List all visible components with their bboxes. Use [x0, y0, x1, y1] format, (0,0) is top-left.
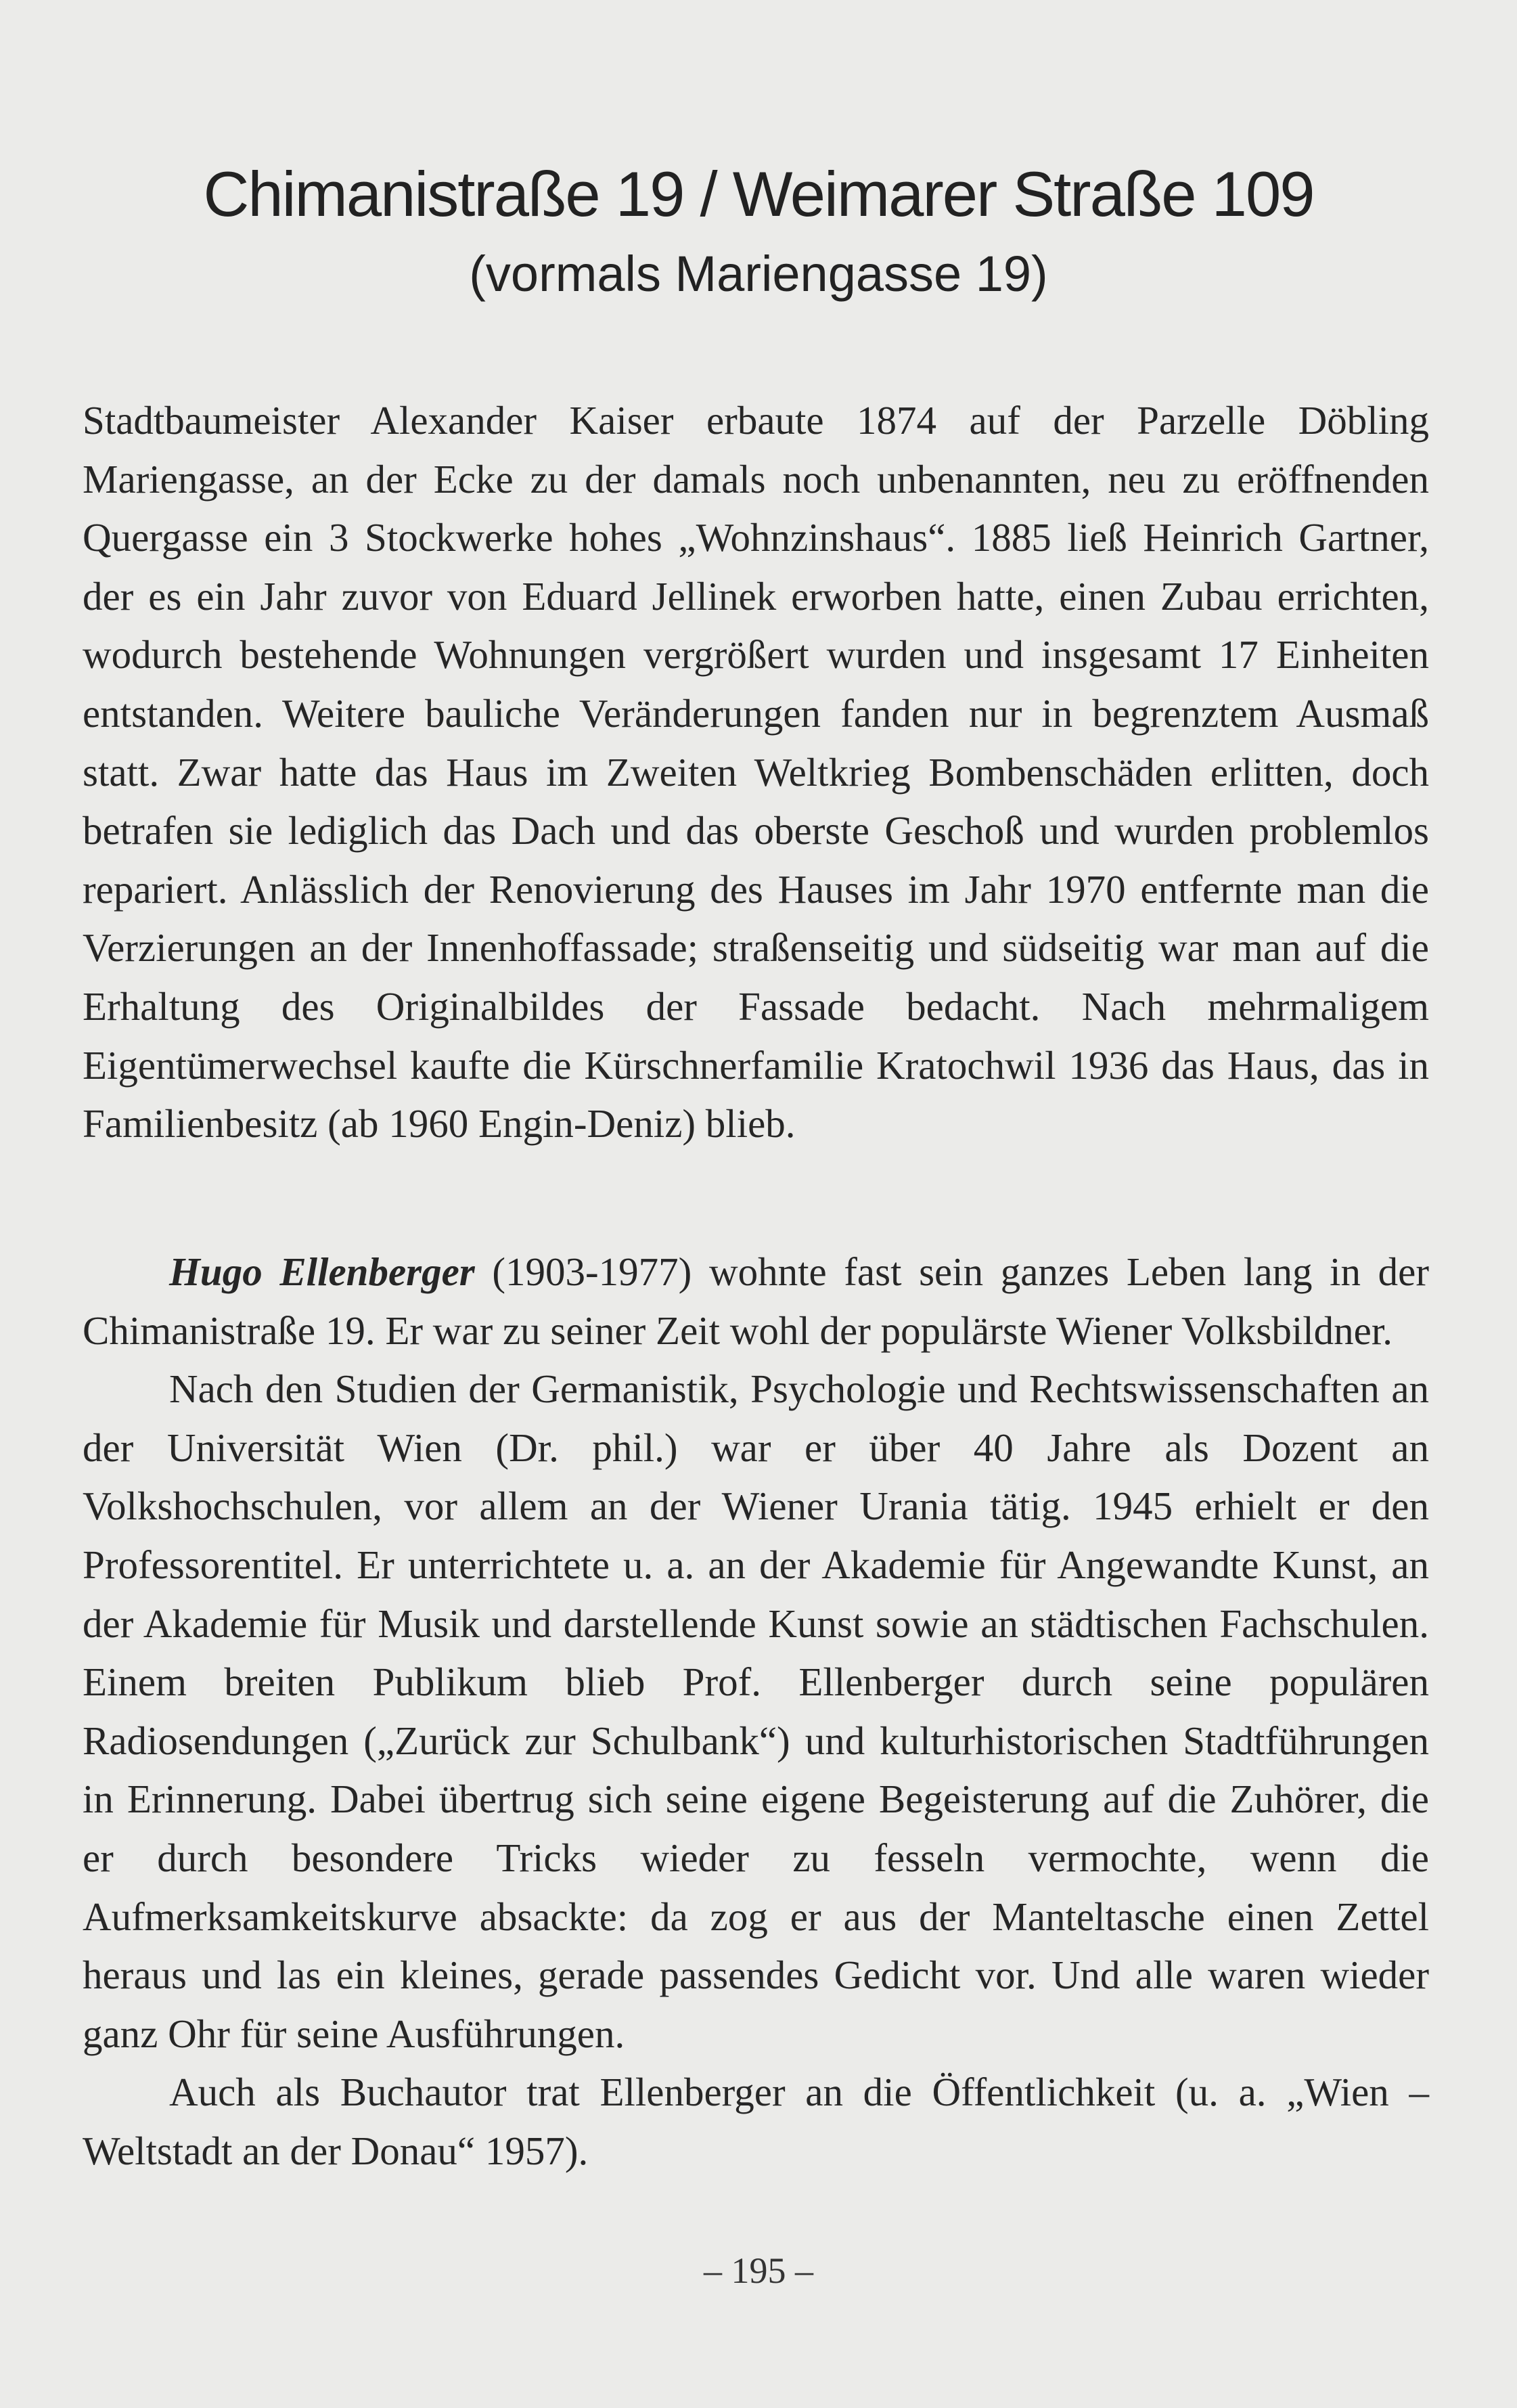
- page-number: – 195 –: [704, 2250, 813, 2291]
- history-section: [83, 391, 1429, 1153]
- resident-section: [83, 1243, 1429, 2181]
- author-paragraph: Auch als Buchautor trat Ellenberger an die Öffentlichkeit (u. a. „Wien – Weltstadt an der Donau“ 1957).: [83, 2070, 1429, 2173]
- resident-paragraph: [83, 1243, 1429, 1360]
- page-subtitle: (vormals Mariengasse 19): [469, 246, 1048, 302]
- career-paragraph: Nach den Studien der Germanistik, Psychologie und Rechtswissenschaften an der Universität Wien (Dr. phil.) war er über 40 Jahre als Dozent an Volkshochschulen, vor allem an der Wiener Urania tätig. 1945 erhielt er den Professorentitel. Er unterrichtete u. a. an der Akademie für Angewandte Kunst, an der Akademie für Musik und darstellende Kunst sowie an städtischen Fachschulen. Einem breiten Publikum blieb Prof. Ellenberger durch seine populären Radiosendungen („Zurück zur Schulbank“) und kulturhistorischen Stadtführungen in Erinnerung. Dabei übertrug sich seine eigene Begeisterung auf die Zuhörer, die er durch besondere Tricks wieder zu fesseln vermochte, wenn die Aufmerksamkeitskurve absackte: da zog er aus der Manteltasche einen Zettel heraus und las ein kleines, gerade passendes Gedicht vor. Und alle waren wieder ganz Ohr für seine Ausführungen.: [83, 1366, 1429, 2056]
- page-title: Chimanistraße 19 / Weimarer Straße 109: [203, 158, 1314, 229]
- resident-intro: (1903-1977) wohnte fast sein ganzes Leben lang in der Chimanistraße 19. Er war zu seiner Zeit wohl der populärste Wiener Volksbildner.: [83, 1249, 1429, 1353]
- resident-name: Hugo Ellenberger: [169, 1249, 475, 1294]
- history-paragraph: Stadtbaumeister Alexander Kaiser erbaute 1874 auf der Parzelle Döbling Mariengasse, an der Ecke zu der damals noch unbenannten, neu zu eröffnenden Quergasse ein 3 Stockwerke hohes „Wohnzinshaus“. 1885 ließ Heinrich Gartner, der es ein Jahr zuvor von Eduard Jellinek erworben hatte, einen Zubau errichten, wodurch bestehende Wohnungen vergrößert wurden und insgesamt 17 Einheiten entstanden. Weitere bauliche Veränderungen fanden nur in begrenztem Ausmaß statt. Zwar hatte das Haus im Zweiten Weltkrieg Bombenschäden erlitten, doch betrafen sie lediglich das Dach und das oberste Geschoß und wurden problemlos repariert. Anlässlich der Renovierung des Hauses im Jahr 1970 entfernte man die Verzierungen an der Innenhoffassade; straßenseitig und südseitig war man auf die Erhaltung des Originalbildes der Fassade bedacht. Nach mehrmaligem Eigentümerwechsel kaufte die Kürschnerfamilie Kratochwil 1936 das Haus, das in Familienbesitz (ab 1960 Engin-Deniz) blieb.: [83, 398, 1429, 1146]
